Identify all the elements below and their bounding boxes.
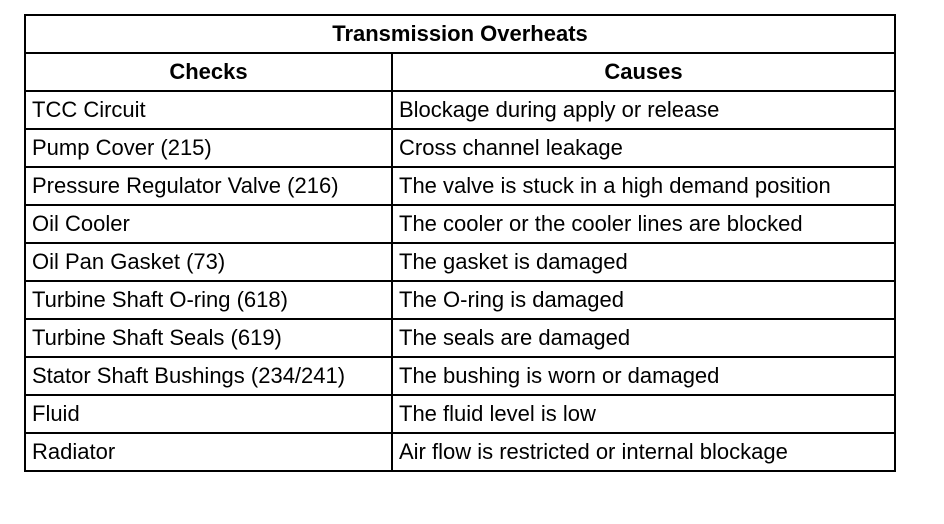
table-row <box>25 281 895 319</box>
cause-cell: The valve is stuck in a high demand position <box>392 167 895 205</box>
table-row <box>25 395 895 433</box>
header-row <box>25 53 895 91</box>
column-header-causes: Causes <box>392 53 895 91</box>
cause-cell: Cross channel leakage <box>392 129 895 167</box>
check-cell: Fluid <box>25 395 392 433</box>
table-title: Transmission Overheats <box>25 15 895 53</box>
check-cell: Turbine Shaft Seals (619) <box>25 319 392 357</box>
check-cell: Pump Cover (215) <box>25 129 392 167</box>
diagnostic-table <box>24 14 896 472</box>
table-row <box>25 129 895 167</box>
check-cell: Oil Cooler <box>25 205 392 243</box>
table-row <box>25 433 895 471</box>
cause-cell: The cooler or the cooler lines are blocked <box>392 205 895 243</box>
check-cell: Pressure Regulator Valve (216) <box>25 167 392 205</box>
cause-cell: The O-ring is damaged <box>392 281 895 319</box>
check-cell: Radiator <box>25 433 392 471</box>
cause-cell: The fluid level is low <box>392 395 895 433</box>
check-cell: Stator Shaft Bushings (234/241) <box>25 357 392 395</box>
table-row <box>25 167 895 205</box>
table-row <box>25 205 895 243</box>
title-row <box>25 15 895 53</box>
check-cell: Turbine Shaft O-ring (618) <box>25 281 392 319</box>
cause-cell: Blockage during apply or release <box>392 91 895 129</box>
table-row <box>25 91 895 129</box>
cause-cell: Air flow is restricted or internal blockage <box>392 433 895 471</box>
cause-cell: The seals are damaged <box>392 319 895 357</box>
cause-cell: The bushing is worn or damaged <box>392 357 895 395</box>
column-header-checks: Checks <box>25 53 392 91</box>
table-row <box>25 319 895 357</box>
table-row <box>25 243 895 281</box>
check-cell: TCC Circuit <box>25 91 392 129</box>
check-cell: Oil Pan Gasket (73) <box>25 243 392 281</box>
cause-cell: The gasket is damaged <box>392 243 895 281</box>
table-row <box>25 357 895 395</box>
